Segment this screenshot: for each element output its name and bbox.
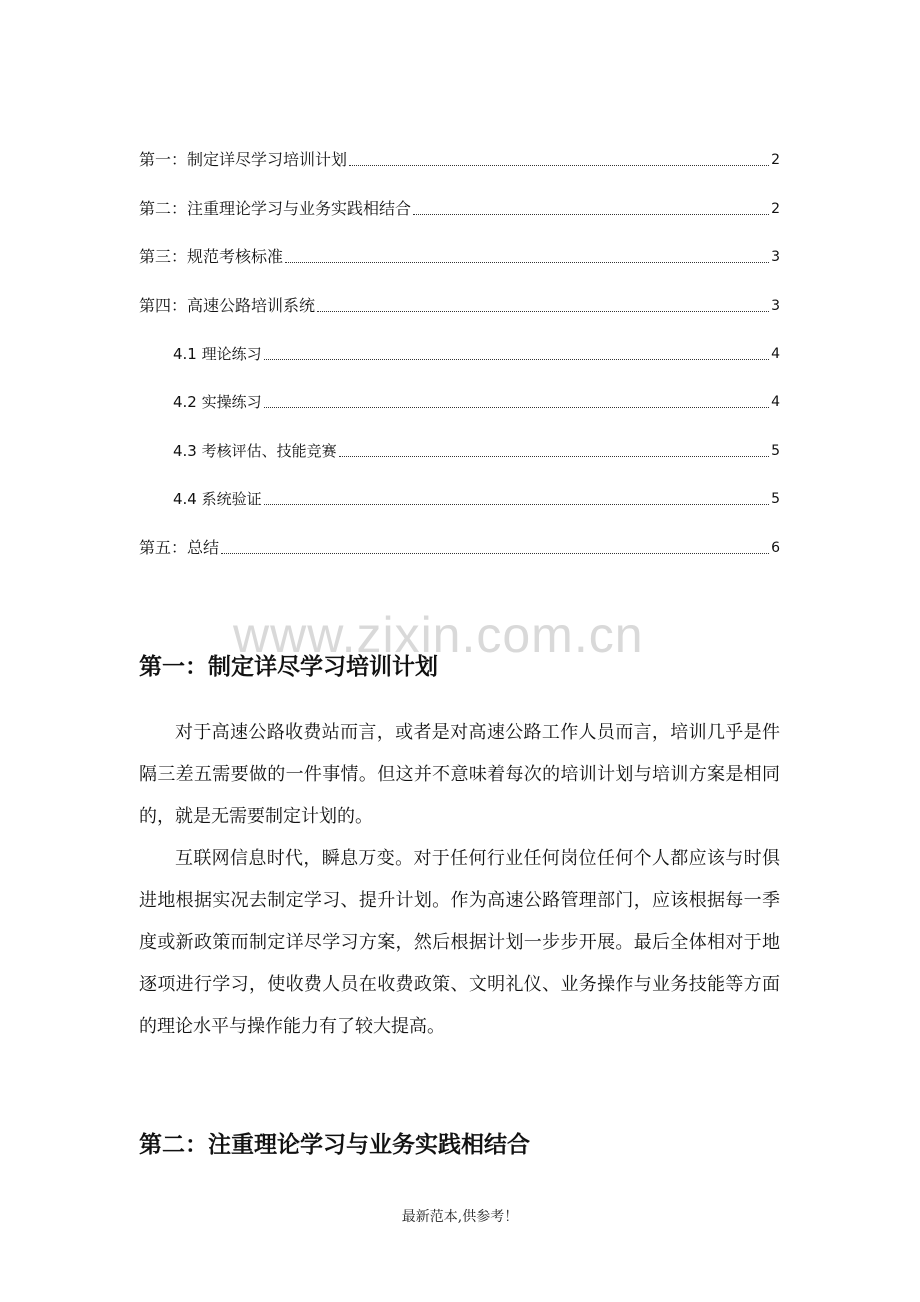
toc-subentry[interactable]: [139, 364, 780, 412]
toc-leader-dots: [285, 261, 769, 263]
toc-entry[interactable]: [139, 267, 780, 315]
toc-entry-page: 5: [771, 442, 780, 459]
toc-entry[interactable]: [139, 509, 780, 557]
toc-leader-dots: [264, 503, 769, 505]
toc-entry-page: 4: [771, 345, 780, 362]
toc-entry-page: 5: [771, 491, 780, 508]
toc-entry[interactable]: [139, 219, 780, 267]
body-paragraph: 互联网信息时代，瞬息万变。对于任何行业任何岗位任何个人都应该与时俱进地根据实况去制定学习、提升计划。作为高速公路管理部门，应该根据每一季度或新政策而制定详尽学习方案，然后根据计划一步步开展。最后全体相对于地逐项进行学习，使收费人员在收费政策、文明礼仪、业务操作与业务技能等方面的理论水平与操作能力有了较大提高。: [139, 848, 780, 1037]
toc-entry-title: 第三：规范考核标准: [139, 247, 284, 267]
toc-entry-title: 第二：注重理论学习与业务实践相结合: [139, 198, 412, 218]
body-paragraph: 对于高速公路收费站而言，或者是对高速公路工作人员而言，培训几乎是件隔三差五需要做的一件事情。但这并不意味着每次的培训计划与培训方案是相同的，就是无需要制定计划的。: [139, 722, 780, 827]
toc-entry-page: 3: [771, 249, 780, 266]
toc-entry-page: 3: [771, 297, 780, 314]
toc-subentry[interactable]: [139, 316, 780, 364]
toc-entry-title: 4.3 考核评估、技能竞赛: [173, 441, 337, 460]
toc-entry-page: 2: [771, 152, 780, 169]
toc-leader-dots: [349, 164, 769, 166]
toc-entry-page: 4: [771, 394, 780, 411]
table-of-contents: [139, 122, 780, 558]
section-heading: 第二：注重理论学习与业务实践相结合: [139, 1132, 530, 1158]
toc-leader-dots: [339, 455, 769, 457]
toc-entry-page: 6: [771, 539, 780, 556]
watermark: www.zixin.com.cn: [233, 607, 644, 663]
toc-leader-dots: [221, 552, 769, 554]
toc-subentry[interactable]: [139, 412, 780, 460]
toc-leader-dots: [264, 406, 769, 408]
page-footer: 最新范本,供参考！: [401, 1209, 519, 1225]
toc-leader-dots: [264, 358, 769, 360]
toc-entry-page: 2: [771, 200, 780, 217]
toc-entry-title: 第一：制定详尽学习培训计划: [139, 150, 348, 170]
section-heading: 第一：制定详尽学习培训计划: [139, 654, 438, 680]
toc-entry[interactable]: [139, 122, 780, 170]
toc-leader-dots: [413, 213, 769, 215]
toc-subentry[interactable]: [139, 461, 780, 509]
toc-entry[interactable]: [139, 170, 780, 218]
toc-entry-title: 4.4 系统验证: [173, 490, 262, 509]
toc-entry-title: 4.2 实操练习: [173, 393, 262, 412]
toc-leader-dots: [317, 310, 769, 312]
toc-entry-title: 第五：总结: [139, 537, 220, 557]
toc-entry-title: 第四：高速公路培训系统: [139, 295, 316, 315]
toc-entry-title: 4.1 理论练习: [173, 344, 262, 363]
